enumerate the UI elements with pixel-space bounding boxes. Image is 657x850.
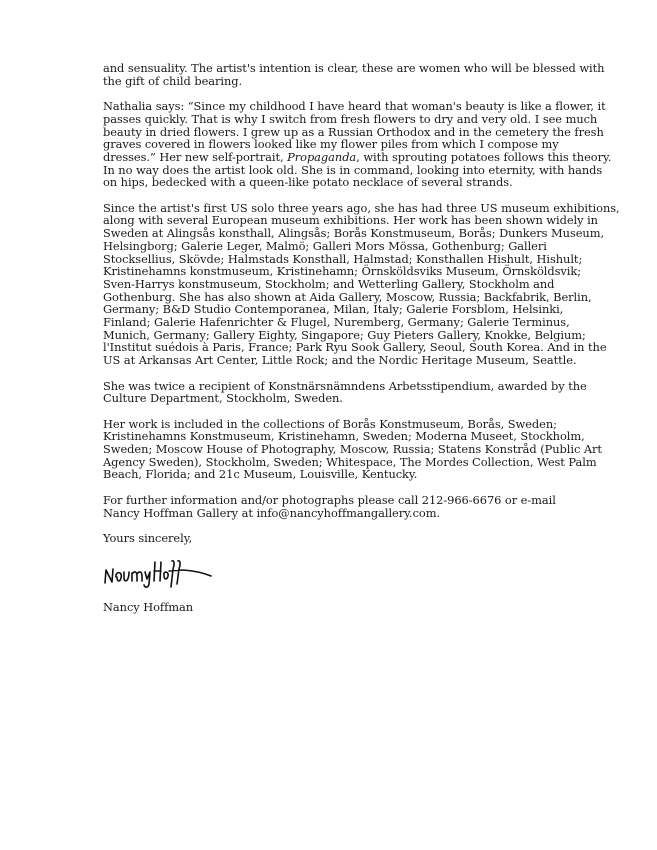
text-line: Sven-Harrys konstmuseum, Stockholm; and Wetterling Gallery, Stockholm and [103,276,555,291]
text-line: along with several European museum exhibitions. Her work has been shown widely in [103,213,598,228]
text-line: Kristinehamns konstmuseum, Kristinehamn; Örnsköldsviks Museum, Örnsköldsvik; [103,264,581,279]
title-line-before: dresses.” Her new self-portrait, [103,149,288,164]
text-line: Nathalia says: “Since my childhood I have heard that woman's beauty is like a flower, it [103,99,606,114]
text-line: In no way does the artist look old. She is in command, looking into eternity, with hands [103,162,603,177]
letter-body [103,61,620,627]
quote-lines [103,99,606,152]
title-line [103,149,612,164]
text-line: Since the artist's first US solo three years ago, she has had three US museum exhibitions, [103,200,620,215]
quote-lines-after [103,162,603,190]
paragraph-sensuality [103,61,605,88]
artwork-title: Propaganda [287,149,357,164]
title-line-after: , with sprouting potatoes follows this theory. [356,149,612,164]
text-line: passes quickly. That is why I switch from fresh flowers to dry and very old. I see much [103,111,598,126]
text-line: Stocksellius, Skövde; Halmstads Konsthall, Halmstad; Konsthallen Hishult, Hishult; [103,251,583,266]
text-line: Her work is included in the collections of Borås Konstmuseum, Borås, Sweden; [103,416,557,431]
text-line: Munich, Germany; Gallery Eighty, Singapore; Guy Pieters Gallery, Knokke, Belgium; [103,327,586,342]
paragraph-contact [103,494,573,519]
paragraph-nathalia-quote [103,99,612,190]
paragraph-collections [103,416,602,482]
text-line: on hips, bedecked with a queen-like potato necklace of several strands. [103,175,513,190]
signer-name: Nancy Hoffman [103,600,194,615]
text-line: Kristinehamns Konstmuseum, Kristinehamn, Sweden; Moderna Museet, Stockholm, [103,429,585,444]
text-line: Nancy Hoffman Gallery at info@nancyhoffmangallery.com. [103,505,441,520]
text-line: beauty in dried flowers. I grew up as a Russian Orthodox and in the cemetery the fresh [103,124,604,139]
text-line: She was twice a recipient of Konstnärsnämndens Arbetsstipendium, awarded by the [103,378,587,393]
text-line: Agency Sweden), Stockholm, Sweden; Whitespace, The Mordes Collection, West Palm [103,454,597,469]
closing: Yours sincerely, [103,530,193,545]
text-line: For further information and/or photographs please call 212-966-6676 or e-mail [103,492,556,507]
text-line: Helsingborg; Galerie Leger, Malmö; Galleri Mors Mössa, Gothenburg; Galleri [103,238,547,253]
text-line: l'Institut suédois à Paris, France; Park Ryu Sook Gallery, Seoul, South Korea. And in the [103,340,607,355]
text-line: Gothenburg. She has also shown at Aida Gallery, Moscow, Russia; Backfabrik, Berlin, [103,289,592,304]
paragraph-award [103,378,587,406]
text-line: Germany; B&D Studio Contemporanea, Milan, Italy; Galerie Forsblom, Helsinki, [103,302,564,317]
text-line: Sweden at Alingsås konsthall, Alingsås; Borås Konstmuseum, Borås; Dunkers Museum, [103,226,605,241]
text-line: and sensuality. The artist's intention is clear, these are women who will be blessed with [103,61,605,75]
signature [103,557,573,591]
text-line: Finland; Galerie Hafenrichter & Flugel, Nuremberg, Germany; Galerie Terminus, [103,315,570,330]
paragraph-exhibitions [103,200,620,368]
text-line: the gift of child bearing. [103,73,243,88]
text-line: Culture Department, Stockholm, Sweden. [103,391,343,406]
text-line: Beach, Florida; and 21c Museum, Louisville, Kentucky. [103,467,418,482]
text-line: graves covered in flowers looked like my flower piles from which I compose my [103,137,559,152]
text-line: US at Arkansas Art Center, Little Rock; and the Nordic Heritage Museum, Seattle. [103,353,577,368]
text-line: Sweden; Moscow House of Photography, Moscow, Russia; Statens Konstråd (Public Art [103,442,602,457]
